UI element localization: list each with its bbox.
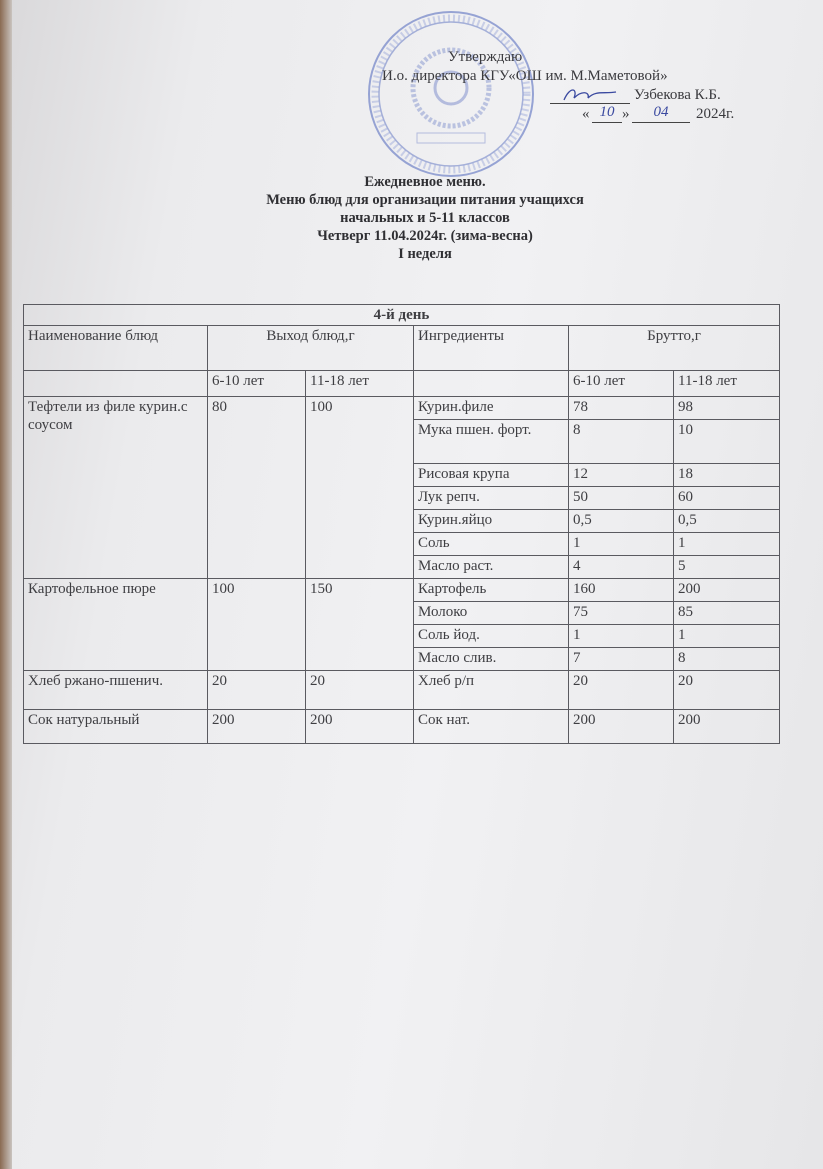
output-age-2: 11-18 лет <box>306 371 414 397</box>
gross-age-2: 11-18 лет <box>674 371 780 397</box>
empty-cell <box>414 371 569 397</box>
approval-title: Утверждаю <box>448 49 523 65</box>
dish-name: Тефтели из филе курин.с соусом <box>24 397 208 579</box>
header-line-1: Ежедневное меню. <box>364 174 486 190</box>
approval-position: И.о. директора КГУ«ОШ им. М.Маметовой» <box>382 68 668 84</box>
ingredient-gross-6-10: 1 <box>569 625 674 648</box>
header-line-4: Четверг 11.04.2024г. (зима-весна) <box>317 228 533 244</box>
col-header-gross: Брутто,г <box>569 326 780 371</box>
ingredient-gross-6-10: 160 <box>569 579 674 602</box>
ingredient-name: Хлеб р/п <box>414 671 569 710</box>
header-line-2: Меню блюд для организации питания учащихся <box>266 192 584 208</box>
ingredient-gross-11-18: 98 <box>674 397 780 420</box>
ingredient-gross-6-10: 12 <box>569 464 674 487</box>
ingredient-gross-11-18: 85 <box>674 602 780 625</box>
ingredient-gross-6-10: 0,5 <box>569 510 674 533</box>
ingredient-gross-6-10: 4 <box>569 556 674 579</box>
output-age-1: 6-10 лет <box>208 371 306 397</box>
ingredient-name: Рисовая крупа <box>414 464 569 487</box>
col-header-name: Наименование блюд <box>24 326 208 371</box>
dish-name: Картофельное пюре <box>24 579 208 671</box>
ingredient-name: Лук репч. <box>414 487 569 510</box>
ingredient-gross-11-18: 5 <box>674 556 780 579</box>
ingredient-gross-6-10: 78 <box>569 397 674 420</box>
ingredient-name: Курин.филе <box>414 397 569 420</box>
dish-output-6-10: 200 <box>208 710 306 744</box>
dish-output-6-10: 100 <box>208 579 306 671</box>
ingredient-gross-11-18: 18 <box>674 464 780 487</box>
ingredient-name: Курин.яйцо <box>414 510 569 533</box>
ingredient-gross-11-18: 20 <box>674 671 780 710</box>
dish-output-11-18: 200 <box>306 710 414 744</box>
gross-age-1: 6-10 лет <box>569 371 674 397</box>
table-row <box>24 397 780 420</box>
ingredient-gross-11-18: 1 <box>674 625 780 648</box>
ingredient-gross-11-18: 8 <box>674 648 780 671</box>
ingredient-name: Масло слив. <box>414 648 569 671</box>
ingredient-gross-11-18: 10 <box>674 420 780 464</box>
document-header <box>180 173 670 263</box>
ingredient-gross-11-18: 1 <box>674 533 780 556</box>
ingredient-name: Картофель <box>414 579 569 602</box>
dish-output-11-18: 100 <box>306 397 414 579</box>
ingredient-gross-11-18: 60 <box>674 487 780 510</box>
ingredient-gross-11-18: 200 <box>674 710 780 744</box>
empty-cell <box>24 371 208 397</box>
approval-signer: Узбекова К.Б. <box>634 87 721 103</box>
signature <box>560 84 620 106</box>
ingredient-name: Соль <box>414 533 569 556</box>
date-close-quote: » <box>622 106 630 122</box>
dish-output-6-10: 20 <box>208 671 306 710</box>
date-year: 2024г. <box>696 106 735 122</box>
date-day: 10 <box>592 103 622 123</box>
dish-name: Сок натуральный <box>24 710 208 744</box>
header-line-5: I неделя <box>398 246 452 262</box>
ingredient-name: Сок нат. <box>414 710 569 744</box>
ingredient-gross-6-10: 20 <box>569 671 674 710</box>
col-header-output: Выход блюд,г <box>208 326 414 371</box>
ingredient-gross-6-10: 200 <box>569 710 674 744</box>
page-edge-shadow <box>0 0 12 1169</box>
ingredient-gross-11-18: 0,5 <box>674 510 780 533</box>
ingredient-name: Мука пшен. форт. <box>414 420 569 464</box>
ingredient-gross-6-10: 8 <box>569 420 674 464</box>
header-line-3: начальных и 5-11 классов <box>340 210 510 226</box>
col-header-ingredients: Ингредиенты <box>414 326 569 371</box>
day-title: 4-й день <box>24 305 780 326</box>
ingredient-gross-11-18: 200 <box>674 579 780 602</box>
menu-table <box>23 304 780 744</box>
ingredient-gross-6-10: 50 <box>569 487 674 510</box>
dish-name: Хлеб ржано-пшенич. <box>24 671 208 710</box>
dish-output-6-10: 80 <box>208 397 306 579</box>
table-row <box>24 710 780 744</box>
ingredient-gross-6-10: 7 <box>569 648 674 671</box>
date-open-quote: « <box>582 106 590 122</box>
table-row <box>24 579 780 602</box>
dish-output-11-18: 20 <box>306 671 414 710</box>
ingredient-name: Масло раст. <box>414 556 569 579</box>
official-seal <box>365 8 537 180</box>
ingredient-name: Молоко <box>414 602 569 625</box>
ingredient-gross-6-10: 1 <box>569 533 674 556</box>
ingredient-name: Соль йод. <box>414 625 569 648</box>
table-row <box>24 671 780 710</box>
ingredient-gross-6-10: 75 <box>569 602 674 625</box>
dish-output-11-18: 150 <box>306 579 414 671</box>
date-month: 04 <box>632 103 690 123</box>
